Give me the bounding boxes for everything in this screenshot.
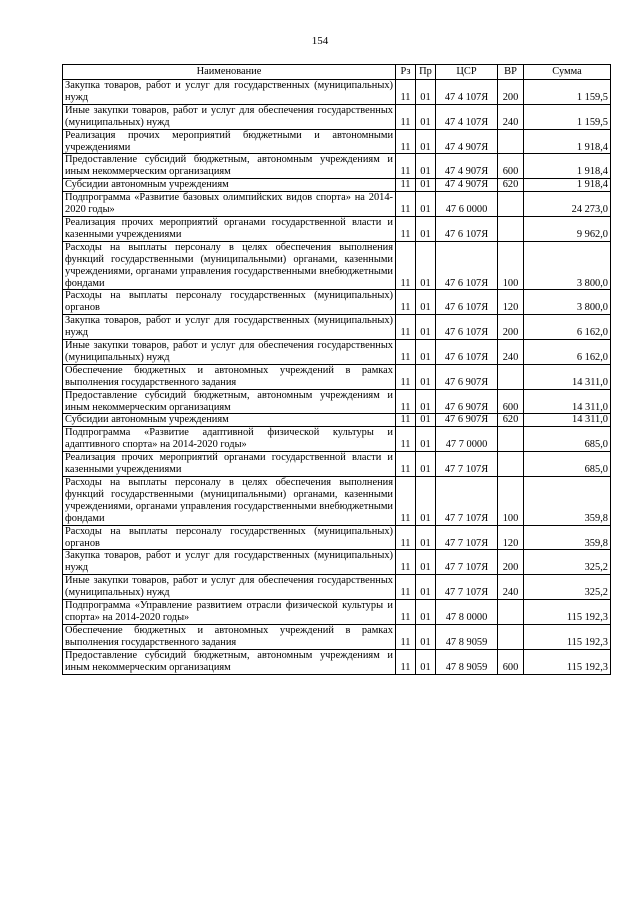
cell-sum: 14 311,0: [524, 389, 611, 414]
cell-rz: 11: [396, 241, 416, 290]
cell-rz: 11: [396, 104, 416, 129]
cell-sum: 3 800,0: [524, 241, 611, 290]
cell-pr: 01: [416, 154, 436, 179]
cell-sum: 1 159,5: [524, 104, 611, 129]
cell-sum: 359,8: [524, 477, 611, 526]
cell-vr: 240: [498, 104, 524, 129]
table-row: [63, 649, 611, 674]
cell-rz: 11: [396, 414, 416, 427]
cell-sum: 1 918,4: [524, 154, 611, 179]
cell-vr: [498, 364, 524, 389]
cell-pr: 01: [416, 216, 436, 241]
cell-sum: 325,2: [524, 575, 611, 600]
table-row: [63, 525, 611, 550]
cell-rz: 11: [396, 477, 416, 526]
cell-csr: 47 4 907Я: [436, 179, 498, 192]
cell-name: Закупка товаров, работ и услуг для государственных (муниципальных) нужд: [63, 550, 396, 575]
table-row: [63, 550, 611, 575]
cell-rz: 11: [396, 427, 416, 452]
cell-vr: 120: [498, 525, 524, 550]
cell-name: Обеспечение бюджетных и автономных учреждений в рамках выполнения государственного задания: [63, 364, 396, 389]
cell-vr: 100: [498, 241, 524, 290]
cell-pr: 01: [416, 179, 436, 192]
table-row: [63, 315, 611, 340]
header-vr: ВР: [498, 65, 524, 80]
cell-rz: 11: [396, 452, 416, 477]
cell-vr: 600: [498, 154, 524, 179]
cell-csr: 47 6 107Я: [436, 290, 498, 315]
cell-vr: 240: [498, 340, 524, 365]
cell-rz: 11: [396, 649, 416, 674]
cell-vr: [498, 600, 524, 625]
table-row: [63, 624, 611, 649]
cell-name: Субсидии автономным учреждениям: [63, 414, 396, 427]
cell-vr: 600: [498, 649, 524, 674]
cell-pr: 01: [416, 192, 436, 217]
table-body: [63, 80, 611, 675]
cell-name: Расходы на выплаты персоналу в целях обеспечения выполнения функций государственными (муниципальными) органами, казенными учреждениями, органами управления государственными внебюджетными фондами: [63, 241, 396, 290]
cell-pr: 01: [416, 104, 436, 129]
cell-pr: 01: [416, 340, 436, 365]
cell-vr: [498, 129, 524, 154]
cell-name: Предоставление субсидий бюджетным, автономным учреждениям и иным некоммерческим организациям: [63, 154, 396, 179]
cell-rz: 11: [396, 179, 416, 192]
cell-name: Иные закупки товаров, работ и услуг для обеспечения государственных (муниципальных) нужд: [63, 340, 396, 365]
cell-pr: 01: [416, 414, 436, 427]
cell-sum: 9 962,0: [524, 216, 611, 241]
cell-csr: 47 8 9059: [436, 624, 498, 649]
cell-vr: 240: [498, 575, 524, 600]
cell-sum: 3 800,0: [524, 290, 611, 315]
cell-name: Расходы на выплаты персоналу государственных (муниципальных) органов: [63, 525, 396, 550]
budget-table: [62, 64, 611, 675]
cell-csr: 47 7 107Я: [436, 550, 498, 575]
cell-name: Иные закупки товаров, работ и услуг для обеспечения государственных (муниципальных) нужд: [63, 575, 396, 600]
table-row: [63, 427, 611, 452]
table-row: [63, 241, 611, 290]
cell-rz: 11: [396, 364, 416, 389]
cell-pr: 01: [416, 80, 436, 105]
cell-vr: [498, 427, 524, 452]
cell-name: Подпрограмма «Развитие базовых олимпийских видов спорта» на 2014-2020 годы»: [63, 192, 396, 217]
cell-rz: 11: [396, 80, 416, 105]
cell-pr: 01: [416, 241, 436, 290]
table-row: [63, 477, 611, 526]
cell-csr: 47 6 107Я: [436, 315, 498, 340]
cell-sum: 115 192,3: [524, 624, 611, 649]
cell-sum: 14 311,0: [524, 364, 611, 389]
cell-name: Реализация прочих мероприятий органами государственной власти и казенными учреждениями: [63, 216, 396, 241]
cell-pr: 01: [416, 427, 436, 452]
cell-pr: 01: [416, 364, 436, 389]
cell-sum: 115 192,3: [524, 600, 611, 625]
cell-name: Предоставление субсидий бюджетным, автономным учреждениям и иным некоммерческим организациям: [63, 649, 396, 674]
cell-csr: 47 4 907Я: [436, 154, 498, 179]
cell-sum: 6 162,0: [524, 340, 611, 365]
cell-csr: 47 8 0000: [436, 600, 498, 625]
cell-name: Подпрограмма «Управление развитием отрасли физической культуры и спорта» на 2014-2020 годы»: [63, 600, 396, 625]
cell-rz: 11: [396, 340, 416, 365]
cell-csr: 47 6 107Я: [436, 216, 498, 241]
cell-name: Иные закупки товаров, работ и услуг для обеспечения государственных (муниципальных) нужд: [63, 104, 396, 129]
cell-pr: 01: [416, 290, 436, 315]
cell-pr: 01: [416, 575, 436, 600]
table-row: [63, 290, 611, 315]
cell-rz: 11: [396, 575, 416, 600]
cell-csr: 47 6 107Я: [436, 241, 498, 290]
cell-name: Обеспечение бюджетных и автономных учреждений в рамках выполнения государственного задания: [63, 624, 396, 649]
cell-sum: 14 311,0: [524, 414, 611, 427]
cell-sum: 685,0: [524, 452, 611, 477]
table-row: [63, 414, 611, 427]
cell-vr: [498, 452, 524, 477]
cell-sum: 359,8: [524, 525, 611, 550]
table-row: [63, 154, 611, 179]
header-rz: Рз: [396, 65, 416, 80]
table-row: [63, 104, 611, 129]
header-name: Наименование: [63, 65, 396, 80]
cell-csr: 47 6 907Я: [436, 414, 498, 427]
cell-sum: 1 159,5: [524, 80, 611, 105]
cell-name: Подпрограмма «Развитие адаптивной физической культуры и адаптивного спорта» на 2014-2020 годы»: [63, 427, 396, 452]
cell-sum: 24 273,0: [524, 192, 611, 217]
page-number: 154: [311, 35, 329, 47]
cell-vr: 600: [498, 389, 524, 414]
cell-pr: 01: [416, 550, 436, 575]
cell-csr: 47 6 107Я: [436, 340, 498, 365]
cell-vr: [498, 216, 524, 241]
table-row: [63, 179, 611, 192]
cell-csr: 47 7 107Я: [436, 525, 498, 550]
cell-rz: 11: [396, 389, 416, 414]
cell-name: Расходы на выплаты персоналу государственных (муниципальных) органов: [63, 290, 396, 315]
header-pr: Пр: [416, 65, 436, 80]
cell-pr: 01: [416, 452, 436, 477]
cell-rz: 11: [396, 600, 416, 625]
cell-vr: 200: [498, 315, 524, 340]
cell-vr: 100: [498, 477, 524, 526]
cell-sum: 685,0: [524, 427, 611, 452]
table-row: [63, 364, 611, 389]
cell-vr: 120: [498, 290, 524, 315]
cell-name: Реализация прочих мероприятий органами государственной власти и казенными учреждениями: [63, 452, 396, 477]
cell-name: Расходы на выплаты персоналу в целях обеспечения выполнения функций государственными (муниципальными) органами, казенными учреждениями, органами управления государственными внебюджетными фондами: [63, 477, 396, 526]
cell-csr: 47 7 107Я: [436, 452, 498, 477]
cell-vr: [498, 624, 524, 649]
cell-rz: 11: [396, 624, 416, 649]
cell-pr: 01: [416, 129, 436, 154]
cell-vr: [498, 192, 524, 217]
cell-csr: 47 7 107Я: [436, 477, 498, 526]
cell-pr: 01: [416, 525, 436, 550]
cell-csr: 47 6 907Я: [436, 364, 498, 389]
table-row: [63, 216, 611, 241]
cell-pr: 01: [416, 315, 436, 340]
table-row: [63, 575, 611, 600]
table-row: [63, 129, 611, 154]
cell-sum: 1 918,4: [524, 179, 611, 192]
cell-csr: 47 4 907Я: [436, 129, 498, 154]
cell-sum: 115 192,3: [524, 649, 611, 674]
cell-rz: 11: [396, 154, 416, 179]
cell-name: Реализация прочих мероприятий бюджетными и автономными учреждениями: [63, 129, 396, 154]
header-csr: ЦСР: [436, 65, 498, 80]
cell-pr: 01: [416, 389, 436, 414]
table-row: [63, 600, 611, 625]
table-row: [63, 389, 611, 414]
cell-csr: 47 4 107Я: [436, 80, 498, 105]
cell-rz: 11: [396, 550, 416, 575]
table-row: [63, 452, 611, 477]
cell-sum: 325,2: [524, 550, 611, 575]
cell-name: Закупка товаров, работ и услуг для государственных (муниципальных) нужд: [63, 80, 396, 105]
cell-vr: 200: [498, 550, 524, 575]
cell-vr: 620: [498, 179, 524, 192]
cell-rz: 11: [396, 129, 416, 154]
cell-pr: 01: [416, 477, 436, 526]
cell-csr: 47 4 107Я: [436, 104, 498, 129]
cell-csr: 47 7 107Я: [436, 575, 498, 600]
cell-rz: 11: [396, 525, 416, 550]
cell-vr: 200: [498, 80, 524, 105]
cell-name: Предоставление субсидий бюджетным, автономным учреждениям и иным некоммерческим организациям: [63, 389, 396, 414]
cell-csr: 47 6 0000: [436, 192, 498, 217]
cell-csr: 47 6 907Я: [436, 389, 498, 414]
cell-rz: 11: [396, 315, 416, 340]
header-sum: Сумма: [524, 65, 611, 80]
cell-rz: 11: [396, 290, 416, 315]
cell-rz: 11: [396, 192, 416, 217]
cell-csr: 47 7 0000: [436, 427, 498, 452]
table-row: [63, 340, 611, 365]
cell-vr: 620: [498, 414, 524, 427]
cell-sum: 1 918,4: [524, 129, 611, 154]
cell-name: Субсидии автономным учреждениям: [63, 179, 396, 192]
table-row: [63, 192, 611, 217]
cell-name: Закупка товаров, работ и услуг для государственных (муниципальных) нужд: [63, 315, 396, 340]
cell-pr: 01: [416, 649, 436, 674]
cell-pr: 01: [416, 624, 436, 649]
cell-csr: 47 8 9059: [436, 649, 498, 674]
cell-pr: 01: [416, 600, 436, 625]
table-row: [63, 80, 611, 105]
cell-sum: 6 162,0: [524, 315, 611, 340]
cell-rz: 11: [396, 216, 416, 241]
table-header-row: [63, 65, 611, 80]
